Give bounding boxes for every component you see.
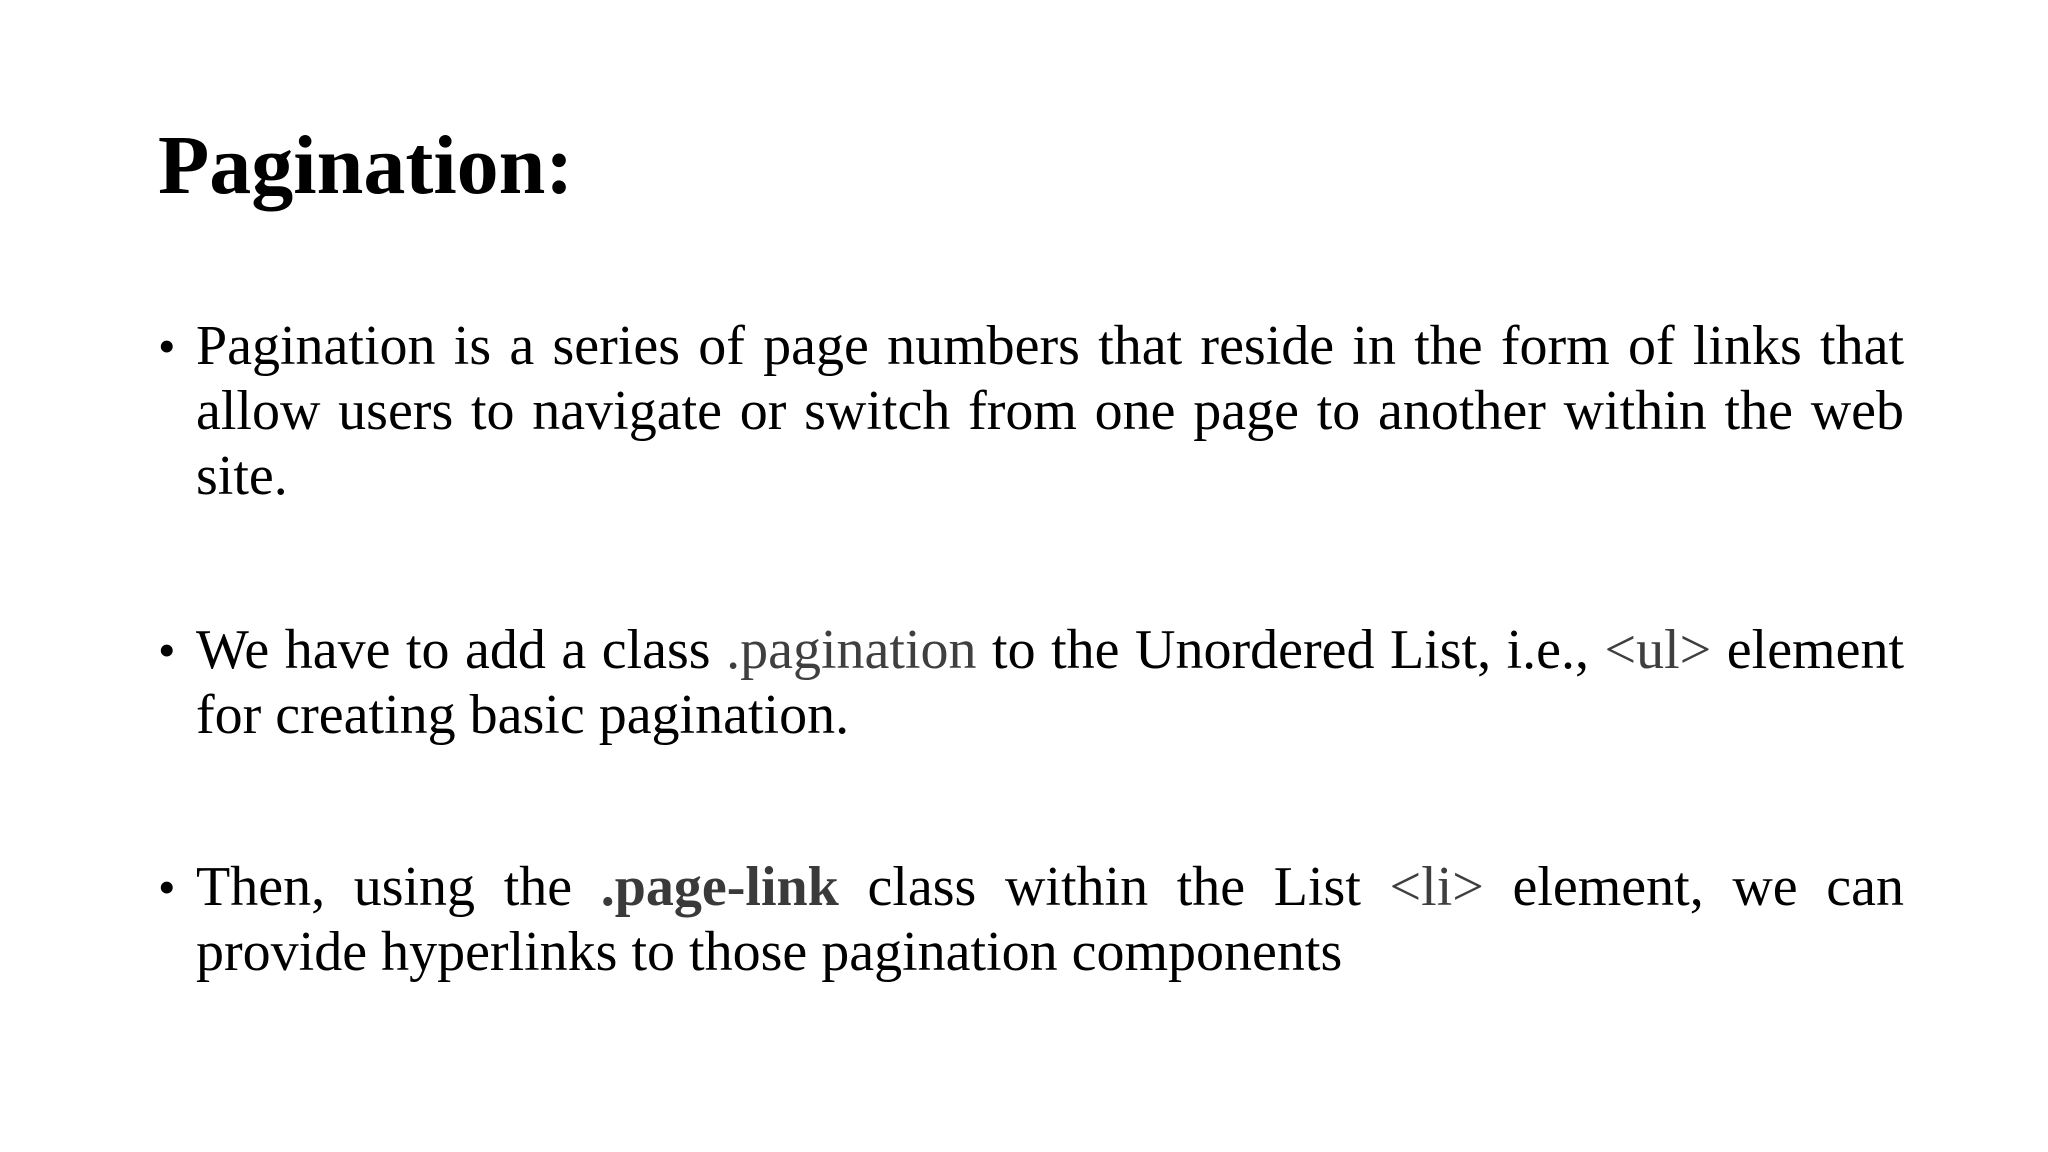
bullet-icon: • bbox=[158, 859, 176, 915]
bullet-text-content: Pagination is a series of page numbers that reside in the form of links that allow users to navigate or switch from one page to another within the web site. bbox=[196, 315, 1904, 507]
bullet-text-after: element, we can provide hyperlinks to those pagination components bbox=[196, 856, 1905, 983]
code-reference-pagination-class: .pagination bbox=[726, 619, 977, 681]
bullet-icon: • bbox=[158, 318, 176, 374]
code-reference-li-element: <li> bbox=[1389, 856, 1484, 918]
bullet-icon: • bbox=[158, 622, 176, 678]
bullet-text bbox=[196, 855, 1904, 985]
code-reference-page-link-class: .page-link bbox=[600, 856, 839, 918]
bullet-text-before: We have to add a class bbox=[196, 619, 727, 681]
code-reference-ul-element: <ul> bbox=[1604, 619, 1712, 681]
bullet-text-after: element for creating basic pagination. bbox=[196, 619, 1905, 746]
slide-title: Pagination: bbox=[158, 119, 574, 212]
bullet-text-middle: to the Unordered List, i.e., bbox=[976, 619, 1605, 681]
bullet-text bbox=[196, 618, 1904, 748]
bullet-text-middle: class within the List bbox=[838, 856, 1390, 918]
bullet-text bbox=[196, 314, 1904, 509]
bullet-text-before: Then, using the bbox=[196, 856, 601, 918]
